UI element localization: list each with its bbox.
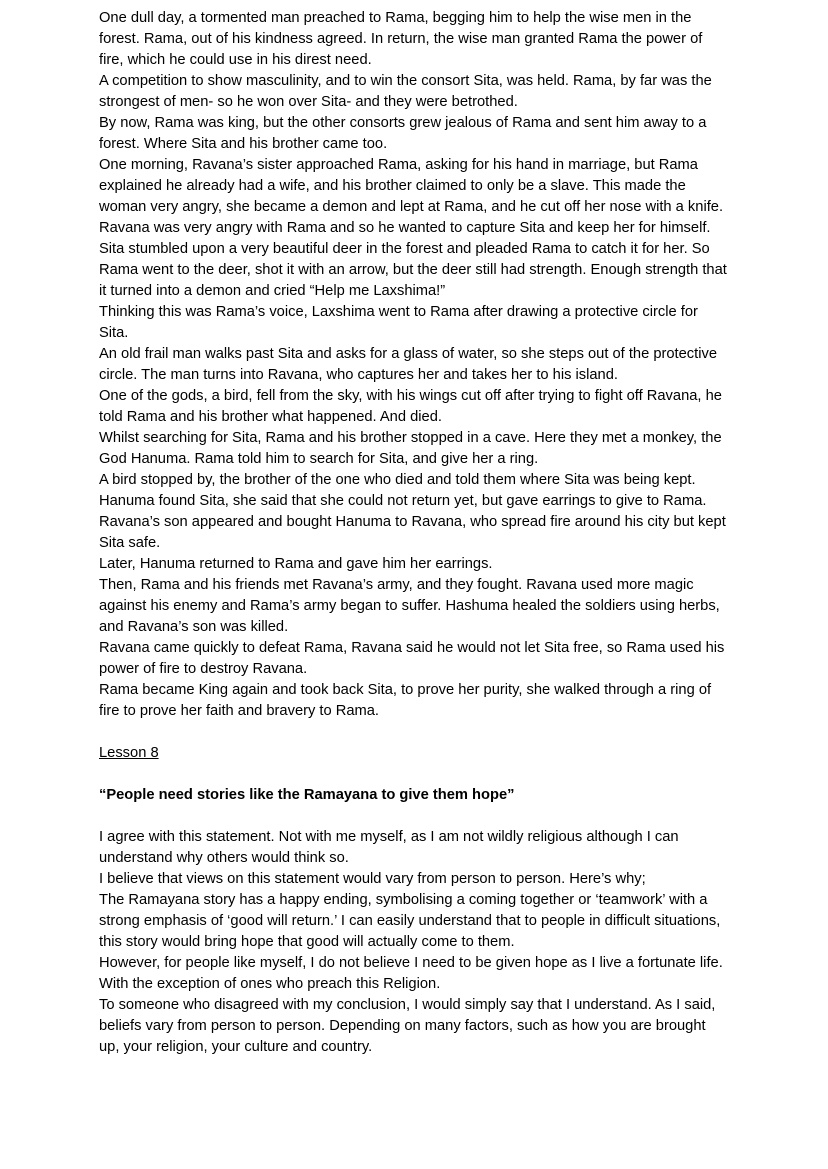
essay-paragraph: To someone who disagreed with my conclusion, I would simply say that I understand. As I said, beliefs vary from person to person. Depending on many factors, such as how you are brought up, your religion, your culture and country. [99,997,716,1055]
story-paragraph: Ravana came quickly to defeat Rama, Ravana said he would not let Sita free, so Rama used his power of fire to destroy Ravana. [99,640,725,677]
story-paragraph: One of the gods, a bird, fell from the sky, with his wings cut off after trying to fight off Ravana, he told Rama and his brother what happened. And died. [99,388,722,425]
story-paragraph: By now, Rama was king, but the other consorts grew jealous of Rama and sent him away to a forest. Where Sita and his brother came too. [99,115,707,152]
story-paragraph: An old frail man walks past Sita and asks for a glass of water, so she steps out of the protective circle. The man turns into Ravana, who captures her and takes her to his island. [99,346,718,383]
story-paragraph: Rama became King again and took back Sita, to prove her purity, she walked through a ring of fire to prove her faith and bravery to Rama. [99,682,712,719]
story-paragraph: A competition to show masculinity, and to win the consort Sita, was held. Rama, by far was the strongest of men- so he won over Sita- and they were betrothed. [99,73,712,110]
story-paragraph: Sita stumbled upon a very beautiful deer in the forest and pleaded Rama to catch it for her. So Rama went to the deer, shot it with an arrow, but the deer still had strength. Enough strength that it turned into a demon and cried “Help me Laxshima!” [99,241,727,299]
story-paragraph: A bird stopped by, the brother of the one who died and told them where Sita was being kept. Hanuma found Sita, she said that she could not return yet, but gave earrings to give to Rama. [99,472,707,509]
story-paragraph: Ravana was very angry with Rama and so he wanted to capture Sita and keep her for himself. [99,220,711,236]
story-paragraph: Whilst searching for Sita, Rama and his brother stopped in a cave. Here they met a monkey, the God Hanuma. Rama told him to search for Sita, and give her a ring. [99,430,722,467]
story-paragraph: One morning, Ravana’s sister approached Rama, asking for his hand in marriage, but Rama explained he already had a wife, and his brother claimed to only be a slave. This made the woman very angry, she became a demon and lept at Rama, and he cut off her nose with a knife. [99,157,724,215]
essay-paragraph: I believe that views on this statement would vary from person to person. Here’s why; [99,871,646,887]
essay-paragraph: The Ramayana story has a happy ending, symbolising a coming together or ‘teamwork’ with a strong emphasis of ‘good will return.’ I can easily understand that to people in difficult situations, this story would bring hope that good will actually come to them. [99,892,721,950]
story-paragraph: Ravana’s son appeared and bought Hanuma to Ravana, who spread fire around his city but kept Sita safe. [99,514,726,551]
story-paragraph: One dull day, a tormented man preached to Rama, begging him to help the wise men in the forest. Rama, out of his kindness agreed. In return, the wise man granted Rama the power of fire, which he could use in his direst need. [99,10,703,68]
story-paragraph: Later, Hanuma returned to Rama and gave him her earrings. [99,556,493,572]
essay-paragraph: However, for people like myself, I do not believe I need to be given hope as I live a fortunate life. With the exception of ones who preach this Religion. [99,955,723,992]
essay-paragraph: I agree with this statement. Not with me myself, as I am not wildly religious although I can understand why others would think so. [99,829,679,866]
essay-title: “People need stories like the Ramayana to give them hope” [99,787,515,803]
lesson-heading: Lesson 8 [99,745,159,761]
story-paragraph: Thinking this was Rama’s voice, Laxshima went to Rama after drawing a protective circle for Sita. [99,304,698,341]
story-paragraph: Then, Rama and his friends met Ravana’s army, and they fought. Ravana used more magic against his enemy and Rama’s army began to suffer. Hashuma healed the soldiers using herbs, and Ravana’s son was killed. [99,577,720,635]
